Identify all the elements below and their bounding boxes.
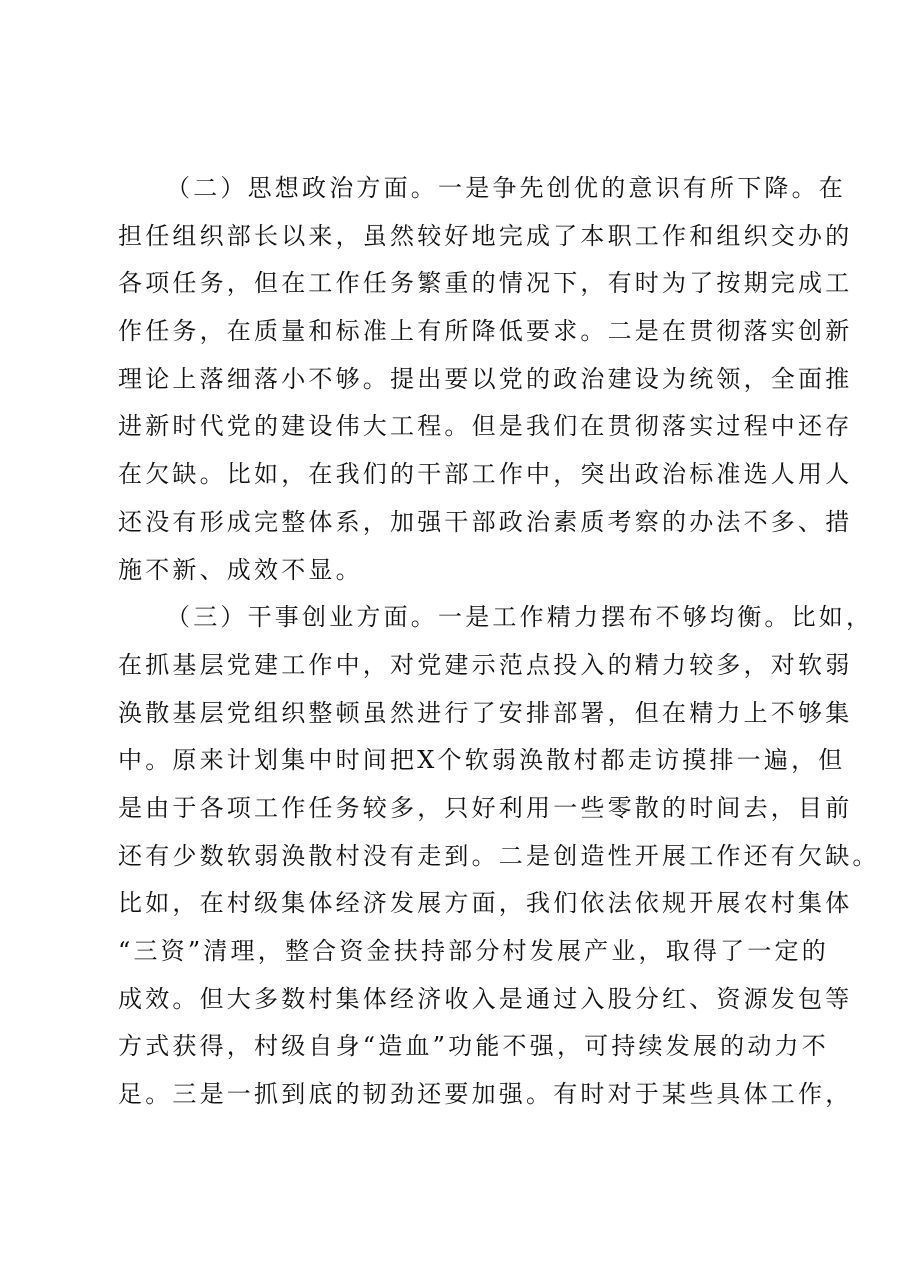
paragraph-2-line-7: 在欠缺。比如，在我们的干部工作中，突出政治标准选人用人 bbox=[118, 460, 853, 489]
paragraph-2-line-8: 还没有形成完整体系，加强干部政治素质考察的办法不多、措 bbox=[118, 507, 853, 536]
paragraph-3-line-5: 是由于各项工作任务较多，只好利用一些零散的时间去，目前 bbox=[118, 793, 853, 822]
paragraph-3-line-4: 中。原来计划集中时间把X个软弱涣散村都走访摸排一遍，但 bbox=[118, 746, 846, 775]
document-body bbox=[118, 165, 880, 1119]
paragraph-2-line-2: 担任组织部长以来，虽然较好地完成了本职工作和组织交办的 bbox=[118, 221, 853, 250]
paragraph-3-line-7: 比如，在村级集体经济发展方面，我们依法依规开展农村集体 bbox=[118, 889, 853, 918]
paragraph-3-line-9: 成效。但大多数村集体经济收入是通过入股分红、资源发包等 bbox=[118, 984, 853, 1013]
paragraph-3-line-1: （三）干事创业方面。一是工作精力摆布不够均衡。比如， bbox=[166, 603, 874, 632]
paragraph-3-line-11: 足。三是一抓到底的韧劲还要加强。有时对于某些具体工作， bbox=[118, 1080, 853, 1109]
paragraph-3-line-6: 还有少数软弱涣散村没有走到。二是创造性开展工作还有欠缺。 bbox=[118, 841, 880, 870]
paragraph-2-line-4: 作任务，在质量和标准上有所降低要求。二是在贯彻落实创新 bbox=[118, 317, 853, 346]
paragraph-3-line-8: “三资”清理，整合资金扶持部分村发展产业，取得了一定的 bbox=[118, 937, 829, 965]
paragraph-2-line-9: 施不新、成效不显。 bbox=[118, 555, 363, 584]
paragraph-3-line-2: 在抓基层党建工作中，对党建示范点投入的精力较多，对软弱 bbox=[118, 650, 853, 679]
paragraph-2-line-3: 各项任务，但在工作任务繁重的情况下，有时为了按期完成工 bbox=[118, 269, 853, 298]
paragraph-2-line-5: 理论上落细落小不够。提出要以党的政治建设为统领，全面推 bbox=[118, 364, 853, 393]
paragraph-3-line-3: 涣散基层党组织整顿虽然进行了安排部署，但在精力上不够集 bbox=[118, 698, 853, 727]
paragraph-2-line-1: （二）思想政治方面。一是争先创优的意识有所下降。在 bbox=[166, 174, 846, 202]
paragraph-3-line-10: 方式获得，村级自身“造血”功能不强，可持续发展的动力不 bbox=[118, 1032, 829, 1061]
paragraph-2-line-6: 进新时代党的建设伟大工程。但是我们在贯彻落实过程中还存 bbox=[118, 412, 853, 441]
